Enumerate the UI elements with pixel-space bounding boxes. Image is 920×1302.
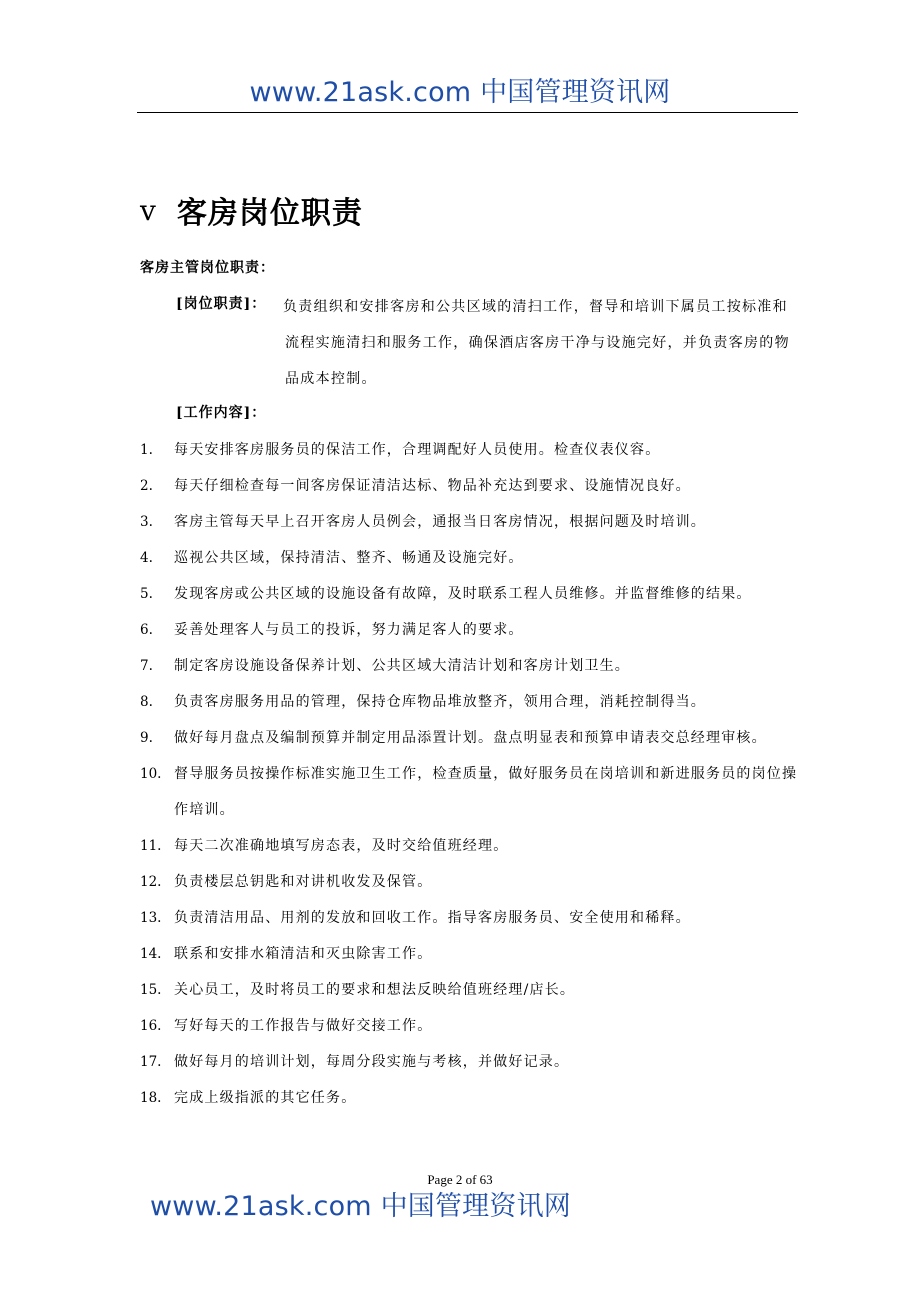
page-number: Page 2 of 63 xyxy=(427,1172,493,1187)
list-item-number: 2. xyxy=(140,478,153,494)
list-item-number: 5. xyxy=(140,586,153,602)
list-item-number: 16. xyxy=(140,1018,162,1034)
list-item xyxy=(140,1008,800,1044)
list-item-number: 7. xyxy=(140,658,153,674)
list-item-text: 负责客房服务用品的管理，保持仓库物品堆放整齐，领用合理，消耗控制得当。 xyxy=(174,694,706,710)
list-item-text: 制定客房设施设备保养计划、公共区域大清洁计划和客房计划卫生。 xyxy=(174,658,630,674)
list-item xyxy=(140,576,800,612)
list-item xyxy=(140,1080,800,1116)
list-item xyxy=(140,900,800,936)
header-site-banner: www.21ask.com 中国管理资讯网 xyxy=(249,77,671,108)
list-item-text: 发现客房或公共区域的设施设备有故障，及时联系工程人员维修。并监督维修的结果。 xyxy=(174,586,752,602)
list-item xyxy=(140,828,800,864)
list-item-text: 妥善处理客人与员工的投诉，努力满足客人的要求。 xyxy=(174,622,524,638)
list-item-number: 9. xyxy=(140,730,153,746)
list-item-text: 关心员工，及时将员工的要求和想法反映给值班经理/店长。 xyxy=(174,982,576,998)
section-bullet: v xyxy=(140,193,157,227)
list-item-text: 巡视公共区域，保持清洁、整齐、畅通及设施完好。 xyxy=(174,550,524,566)
list-item-number: 15. xyxy=(140,982,162,998)
list-item xyxy=(140,648,800,684)
list-item-text: 督导服务员按操作标准实施卫生工作，检查质量，做好服务员在岗培训和新进服务员的岗位操作培训。 xyxy=(174,766,798,818)
list-item-number: 13. xyxy=(140,910,162,926)
list-item xyxy=(140,468,800,504)
list-item xyxy=(140,936,800,972)
duty-label: [岗位职责]： xyxy=(176,296,267,312)
list-item-text: 每天仔细检查每一间客房保证清洁达标、物品补充达到要求、设施情况良好。 xyxy=(174,478,691,494)
work-content-label: [工作内容]： xyxy=(176,405,267,421)
list-item-text: 做好每月的培训计划，每周分段实施与考核，并做好记录。 xyxy=(174,1054,570,1070)
list-item xyxy=(140,612,800,648)
list-item xyxy=(140,972,800,1008)
list-item-number: 18. xyxy=(140,1090,162,1106)
work-content-list xyxy=(140,432,800,1116)
list-item-number: 14. xyxy=(140,946,162,962)
list-item xyxy=(140,540,800,576)
list-item-text: 客房主管每天早上召开客房人员例会，通报当日客房情况，根据问题及时培训。 xyxy=(174,514,706,530)
list-item-number: 3. xyxy=(140,514,153,530)
list-item-number: 17. xyxy=(140,1054,162,1070)
list-item-text: 完成上级指派的其它任务。 xyxy=(174,1090,357,1106)
section-title-text: 客房岗位职责 xyxy=(176,196,363,231)
list-item-text: 负责清洁用品、用剂的发放和回收工作。指导客房服务员、安全使用和稀释。 xyxy=(174,910,691,926)
list-item-text: 每天二次准确地填写房态表，及时交给值班经理。 xyxy=(174,838,509,854)
list-item-number: 12. xyxy=(140,874,162,890)
role-subheading: 客房主管岗位职责： xyxy=(140,260,275,276)
list-item-number: 10. xyxy=(140,766,162,782)
footer-site-banner: www.21ask.com 中国管理资讯网 xyxy=(150,1191,571,1222)
list-item-text: 做好每月盘点及编制预算并制定用品添置计划。盘点明显表和预算申请表交总经理审核。 xyxy=(174,730,767,746)
header-divider xyxy=(137,112,798,113)
list-item xyxy=(140,432,800,468)
list-item-number: 1. xyxy=(140,442,153,458)
list-item-text: 写好每天的工作报告与做好交接工作。 xyxy=(174,1018,433,1034)
list-item-text: 联系和安排水箱清洁和灭虫除害工作。 xyxy=(174,946,433,962)
list-item xyxy=(140,864,800,900)
duty-description: 负责组织和安排客房和公共区域的清扫工作，督导和培训下属员工按标准和流程实施清扫和服务工作，确保酒店客房干净与设施完好，并负责客房的物品成本控制。 xyxy=(283,299,790,387)
list-item xyxy=(140,504,800,540)
list-item xyxy=(140,1044,800,1080)
list-item-text: 每天安排客房服务员的保洁工作，合理调配好人员使用。检查仪表仪容。 xyxy=(174,442,661,458)
list-item-number: 6. xyxy=(140,622,153,638)
list-item xyxy=(140,720,800,756)
list-item xyxy=(140,684,800,720)
list-item-number: 4. xyxy=(140,550,153,566)
list-item-text: 负责楼层总钥匙和对讲机收发及保管。 xyxy=(174,874,433,890)
list-item xyxy=(140,756,800,828)
list-item-number: 11. xyxy=(140,838,162,854)
section-title xyxy=(140,188,363,232)
list-item-number: 8. xyxy=(140,694,153,710)
